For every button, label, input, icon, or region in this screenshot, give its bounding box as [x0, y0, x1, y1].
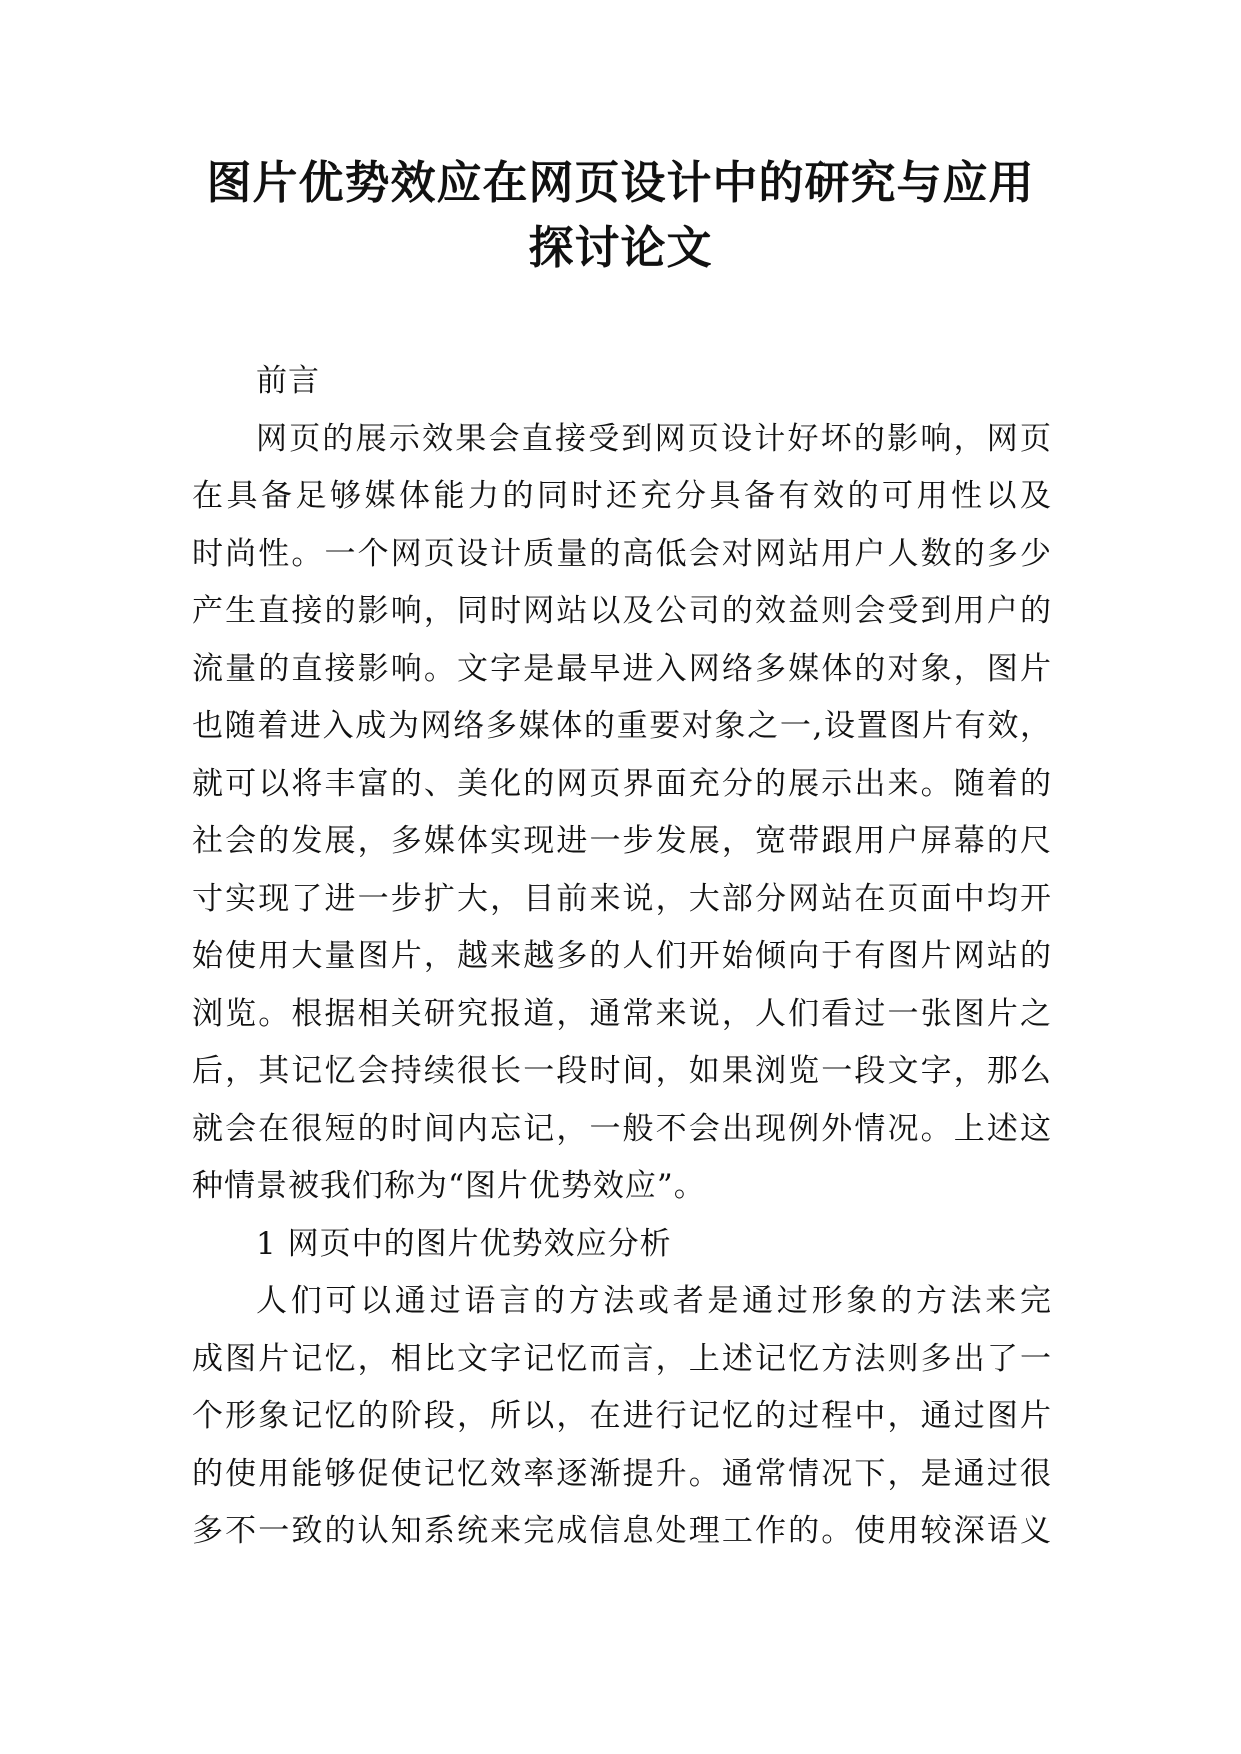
preface-heading: 前言	[256, 363, 320, 399]
document-title	[150, 150, 1091, 280]
paragraph-line: 社会的发展，多媒体实现进一步发展，宽带跟用户屏幕的尺	[192, 823, 1052, 859]
paragraph-1	[192, 411, 1052, 1216]
title-line-1: 图片优势效应在网页设计中的研究与应用	[206, 156, 1035, 209]
paragraph-line: 网页的展示效果会直接受到网页设计好坏的影响，网页	[256, 420, 1052, 457]
paragraph-line: 人们可以通过语言的方法或者是通过形象的方法来完	[256, 1283, 1052, 1319]
paragraph-line: 流量的直接影响。文字是最早进入网络多媒体的对象，图片	[192, 650, 1052, 687]
paragraph-line: 也随着进入成为网络多媒体的重要对象之一,设置图片有效，	[192, 708, 1052, 744]
paragraph-line: 成图片记忆，相比文字记忆而言，上述记忆方法则多出了一	[192, 1340, 1052, 1377]
paragraph-line: 种情景被我们称为“图片优势效应”。	[192, 1168, 706, 1204]
paragraph-line: 产生直接的影响，同时网站以及公司的效益则会受到用户的	[192, 593, 1052, 629]
paragraph-line: 个形象记忆的阶段，所以，在进行记忆的过程中，通过图片	[192, 1398, 1052, 1434]
paragraph-line: 寸实现了进一步扩大，目前来说，大部分网站在页面中均开	[192, 880, 1052, 917]
paragraph-line: 就会在很短的时间内忘记，一般不会出现例外情况。上述这	[192, 1110, 1052, 1147]
paragraph-line: 始使用大量图片，越来越多的人们开始倾向于有图片网站的	[192, 938, 1052, 974]
paragraph-line: 后，其记忆会持续很长一段时间，如果浏览一段文字，那么	[192, 1053, 1052, 1089]
title-line-2: 探讨论文	[528, 221, 713, 274]
section-1-heading: 1 网页中的图片优势效应分析	[256, 1225, 672, 1262]
paragraph-2	[192, 1273, 1052, 1561]
document-body	[192, 353, 1052, 1561]
paragraph-line: 的使用能够促使记忆效率逐渐提升。通常情况下，是通过很	[192, 1455, 1052, 1492]
paragraph-line: 时尚性。一个网页设计质量的高低会对网站用户人数的多少	[192, 535, 1052, 572]
paragraph-line: 浏览。根据相关研究报道，通常来说，人们看过一张图片之	[192, 995, 1052, 1032]
paragraph-line: 在具备足够媒体能力的同时还充分具备有效的可用性以及	[192, 478, 1052, 514]
paragraph-line: 就可以将丰富的、美化的网页界面充分的展示出来。随着的	[192, 765, 1052, 802]
paragraph-line: 多不一致的认知系统来完成信息处理工作的。使用较深语义	[192, 1513, 1052, 1549]
